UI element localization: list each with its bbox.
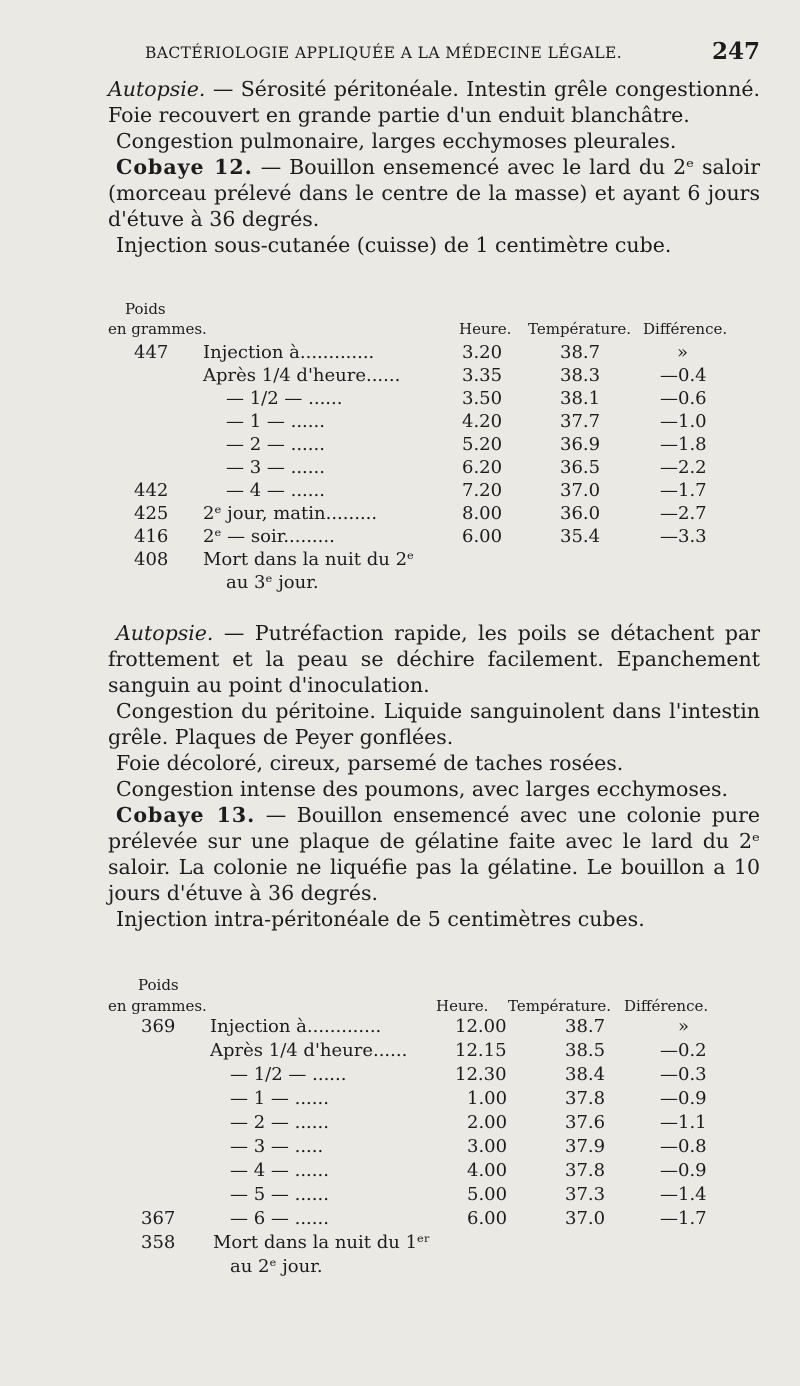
cell-difference: —0.4 <box>660 365 707 386</box>
cell-difference: —1.0 <box>660 411 707 432</box>
cell-heure: 5.00 <box>467 1184 508 1205</box>
cell-poids: 369 <box>141 1016 176 1037</box>
cell-difference: —0.9 <box>660 1088 707 1109</box>
cell-heure: 4.00 <box>467 1160 508 1181</box>
cell-heure: 1.00 <box>467 1088 508 1109</box>
cell-event: 2ᵉ jour, matin......... <box>203 503 378 524</box>
cell-temperature: 38.7 <box>560 342 601 363</box>
cell-temperature: 37.3 <box>565 1184 606 1205</box>
cell-heure: 12.00 <box>455 1016 507 1037</box>
cell-difference: —0.9 <box>660 1160 707 1181</box>
cell-event: — 2 — ...... <box>226 434 325 455</box>
cell-event: Après 1/4 d'heure...... <box>210 1040 408 1061</box>
cell-temperature: 37.8 <box>565 1088 606 1109</box>
cell-difference: —0.8 <box>660 1136 707 1157</box>
cell-difference: —1.7 <box>660 480 707 501</box>
cell-event: — 1/2 — ...... <box>226 388 343 409</box>
cell-temperature: 38.3 <box>560 365 601 386</box>
cell-event: — 3 — ..... <box>230 1136 324 1157</box>
cell-event: — 1 — ...... <box>226 411 325 432</box>
header-poids: Poids <box>138 976 179 994</box>
cell-heure: 12.30 <box>455 1064 507 1085</box>
cell-difference: » <box>677 342 689 363</box>
paragraph-pulmonary: Congestion pulmonaire, larges ecchymoses pleurales. <box>116 129 677 153</box>
header-heure: Heure. <box>459 320 512 338</box>
cell-event: — 2 — ...... <box>230 1112 329 1133</box>
cell-temperature: 36.0 <box>560 503 601 524</box>
header-en-grammes: en grammes. <box>108 997 207 1015</box>
cell-poids: 367 <box>141 1208 176 1229</box>
cell-temperature: 36.5 <box>560 457 601 478</box>
cell-heure: 7.20 <box>462 480 503 501</box>
cell-temperature: 38.5 <box>565 1040 606 1061</box>
cell-difference: —1.7 <box>660 1208 707 1229</box>
cobaye-13-text: — Bouillon ensemencé avec une colonie pure prélevée sur une plaque de gélatine faite avec le lard du 2ᵉ saloir. La colonie ne liquéfie pas la gélatine. Le bouillon a 10 jours d'étuve à 36 degrés. <box>108 803 760 905</box>
cell-poids: 447 <box>134 342 169 363</box>
cell-difference: —1.1 <box>660 1112 707 1133</box>
cell-heure: 6.00 <box>462 526 503 547</box>
cell-temperature: 37.0 <box>565 1208 606 1229</box>
cell-event: Après 1/4 d'heure...... <box>203 365 401 386</box>
autopsy-label: Autopsie. <box>108 77 206 101</box>
paragraph-cobaye-13 <box>108 802 760 906</box>
cell-event: — 3 — ...... <box>226 457 325 478</box>
header-difference: Différence. <box>643 320 728 338</box>
header-temperature: Température. <box>508 997 612 1015</box>
cell-difference: —3.3 <box>660 526 707 547</box>
page-header <box>145 38 760 68</box>
cobaye-12-text: — Bouillon ensemencé avec le lard du 2ᵉ saloir (morceau prélevé dans le centre de la masse) et ayant 6 jours d'étuve à 36 degrés. <box>108 155 760 231</box>
cell-heure: 8.00 <box>462 503 503 524</box>
paragraph-foie: Foie décoloré, cireux, parsemé de taches rosées. <box>116 751 624 775</box>
cell-event: Injection à............. <box>203 342 375 363</box>
cell-event: Mort dans la nuit du 2ᵉ <box>203 549 414 570</box>
header-en-grammes: en grammes. <box>108 320 207 338</box>
cell-event: 2ᵉ — soir......... <box>203 526 335 547</box>
cell-difference: —2.7 <box>660 503 707 524</box>
cell-difference: —0.6 <box>660 388 707 409</box>
cell-temperature: 37.7 <box>560 411 601 432</box>
cell-event: Injection à............. <box>210 1016 382 1037</box>
autopsy-label: Autopsie. <box>116 621 214 645</box>
cell-difference: —1.4 <box>660 1184 707 1205</box>
cell-temperature: 35.4 <box>560 526 601 547</box>
cell-heure: 12.15 <box>455 1040 507 1061</box>
paragraph-injection-2: Injection intra-péritonéale de 5 centimètres cubes. <box>116 907 645 931</box>
cell-temperature: 38.7 <box>565 1016 606 1037</box>
cell-heure: 6.20 <box>462 457 503 478</box>
paragraph-cobaye-12 <box>108 154 760 232</box>
header-heure: Heure. <box>436 997 489 1015</box>
cell-poids: 425 <box>134 503 169 524</box>
cell-heure: 3.35 <box>462 365 503 386</box>
cell-event: — 4 — ...... <box>226 480 325 501</box>
paragraph-peritoine: Congestion du péritoine. Liquide sanguinolent dans l'intestin grêle. Plaques de Peyer gonflées. <box>108 699 760 749</box>
autopsy-paragraph-2 <box>108 620 760 698</box>
cell-heure: 3.00 <box>467 1136 508 1157</box>
page-number: 247 <box>711 38 760 65</box>
autopsy-text: — Sérosité péritonéale. Intestin grêle congestionné. Foie recouvert en grande partie d'un enduit blanchâtre. <box>108 77 760 127</box>
paragraph-injection-1: Injection sous-cutanée (cuisse) de 1 centimètre cube. <box>116 233 672 257</box>
table-note: au 2ᵉ jour. <box>230 1256 323 1277</box>
cell-event: — 5 — ...... <box>230 1184 329 1205</box>
cell-event: — 1 — ...... <box>230 1088 329 1109</box>
cobaye-13-label: Cobaye 13. <box>116 803 256 827</box>
cell-temperature: 38.1 <box>560 388 601 409</box>
header-poids: Poids <box>125 300 166 318</box>
cell-difference: —0.2 <box>660 1040 707 1061</box>
autopsy-paragraph-1 <box>108 76 760 128</box>
cell-difference: —2.2 <box>660 457 707 478</box>
cell-difference: —1.8 <box>660 434 707 455</box>
cell-poids: 416 <box>134 526 169 547</box>
cell-event: — 6 — ...... <box>230 1208 329 1229</box>
cell-temperature: 36.9 <box>560 434 601 455</box>
cell-heure: 3.20 <box>462 342 503 363</box>
cobaye-12-label: Cobaye 12. <box>116 155 253 179</box>
cell-difference: —0.3 <box>660 1064 707 1085</box>
cell-poids: 408 <box>134 549 169 570</box>
running-title: BACTÉRIOLOGIE APPLIQUÉE A LA MÉDECINE LÉGALE. <box>145 44 623 62</box>
cell-poids: 358 <box>141 1232 176 1253</box>
cell-event: Mort dans la nuit du 1ᵉʳ <box>213 1232 431 1253</box>
cell-heure: 2.00 <box>467 1112 508 1133</box>
header-difference: Différence. <box>624 997 709 1015</box>
header-temperature: Température. <box>528 320 632 338</box>
autopsy-text: — Putréfaction rapide, les poils se détachent par frottement et la peau se déchire facilement. Epanchement sanguin au point d'inoculation. <box>108 621 760 697</box>
cell-heure: 3.50 <box>462 388 503 409</box>
cell-temperature: 37.6 <box>565 1112 606 1133</box>
cell-temperature: 37.9 <box>565 1136 606 1157</box>
cell-heure: 5.20 <box>462 434 503 455</box>
cell-heure: 4.20 <box>462 411 503 432</box>
cell-event: — 1/2 — ...... <box>230 1064 347 1085</box>
cell-temperature: 37.0 <box>560 480 601 501</box>
table-note: au 3ᵉ jour. <box>226 572 319 593</box>
cell-temperature: 37.8 <box>565 1160 606 1181</box>
paragraph-poumons: Congestion intense des poumons, avec larges ecchymoses. <box>116 777 729 801</box>
cell-poids: 442 <box>134 480 169 501</box>
cell-temperature: 38.4 <box>565 1064 606 1085</box>
cell-heure: 6.00 <box>467 1208 508 1229</box>
cell-difference: » <box>678 1016 690 1037</box>
cell-event: — 4 — ...... <box>230 1160 329 1181</box>
